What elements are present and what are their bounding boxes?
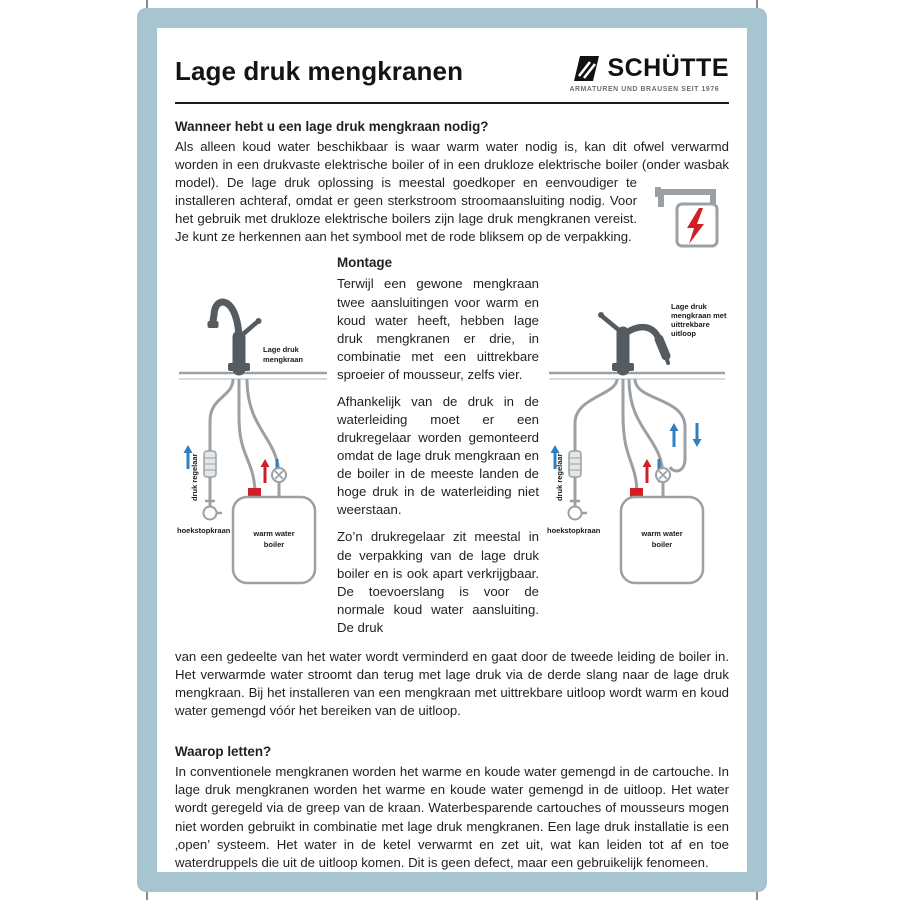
pressure-regulator (204, 451, 216, 477)
brand-logo (569, 52, 729, 93)
montage-paragraph-3: Zo’n drukregelaar zit meestal in de verpakking van de lage druk boiler en is ook apart verkrijgbaar. De toevoerslang is voor de normale koud water aansluiting. De druk (337, 529, 539, 635)
hot-water-up-arrow-icon (261, 459, 270, 483)
waarop-paragraph: In conventionele mengkranen worden het warme en koude water gemengd in de cartouche. In lage druk mengkranen worden het warme en koude water gemengd in de uitloop. Het water wordt geregeld via de greep van de kraan. Waterbesparende cartouches of mousseurs mogen niet worden gebruikt in combinatie met lage druk mengkranen. Een lage druk installatie is een ‚open’ systeem. Het water in de ketel verwarmt en zet uit, wat kan leiden tot af en toe waterdruppels die uit de uitloop komen. Dit is geen defect, maar een gebruikelijk fenomeen. (175, 764, 729, 870)
water-hoses (210, 379, 279, 505)
pressure-regulator (569, 451, 581, 477)
regulator-label: druk regelaar (190, 453, 199, 502)
diagram-low-pressure-faucet (175, 255, 331, 645)
spray-water-down-arrow-icon (693, 423, 702, 447)
intro-paragraph (175, 138, 729, 246)
faucet-label: mengkraan (263, 355, 304, 365)
spray-water-up-arrow-icon (670, 423, 679, 447)
boiler-label: warm water (253, 529, 295, 539)
boiler-label: warm water (641, 529, 683, 539)
intro-text-part2: wasbak model). De lage druk oplossing is meestal goedkoper en eenvoudiger te installeren achteraf, omdat er geen sterkstroom stroomaansluiting nodig. Voor het gebruik met drukloze elektrische boilers zijn lage druk mengkranen vereist. Je kunt ze herkennen aan het symbool met de rode bliksem op de verpakking. (175, 157, 729, 245)
boiler-valve (656, 468, 670, 482)
leaflet-page (157, 28, 747, 872)
montage-column (331, 255, 547, 645)
brand-name: SCHÜTTE (607, 54, 729, 82)
faucet-label: uittrekbare (671, 320, 710, 330)
angle-stop-valve (204, 501, 223, 520)
angle-stop-valve (569, 501, 588, 520)
header (175, 52, 729, 93)
diagram-pullout-faucet (547, 255, 729, 645)
faucet-label: mengkraan met (671, 311, 727, 321)
montage-continuation-paragraph: van een gedeelte van het water wordt verminderd en gaat door de tweede leiding de boiler in. Het verwarmde water stroomt dan terug met lage druk via de derde slang naar de lage druk mengkraan. Bij het installeren van een mengkraan met uittrekbare uitloop wordt warm en koud water gemengd vóór het bereiken van de uitloop. (175, 648, 729, 719)
leaflet-content (157, 28, 747, 872)
boiler-label: boiler (651, 540, 673, 550)
middle-section (175, 255, 729, 645)
schuette-logo-icon (569, 55, 599, 82)
intro-text-part1: Als alleen koud water beschikbaar is waar warm water nodig is, kan dit ofwel verwarmd worden in een drukvaste elektrische boiler of in een drukloze elektrische boiler (onder (175, 139, 729, 173)
water-hoses (575, 379, 685, 505)
stop-valve-label: hoekstopkraan (177, 526, 231, 536)
faucet-drawing (598, 312, 668, 371)
faucet-drawing (208, 302, 262, 371)
hot-water-up-arrow-icon (643, 459, 652, 483)
boiler-valve (272, 468, 286, 482)
regulator-label: druk regelaar (555, 453, 564, 502)
crop-mark-bottom-left (146, 891, 148, 900)
montage-paragraph-1: Terwijl een gewone mengkraan twee aansluitingen voor warm en koud water heeft, hebben lage druk mengkranen er drie, in combinatie met een uittrekbare sproeier of mousseur, zelfs vier. (337, 276, 539, 382)
faucet-label: Lage druk (263, 345, 299, 355)
low-pressure-boiler-symbol-icon (651, 177, 729, 249)
page-title: Lage druk mengkranen (175, 56, 464, 86)
intro-heading: Wanneer hebt u een lage druk mengkraan nodig? (175, 119, 489, 134)
faucet-label: uitloop (671, 329, 696, 339)
stop-valve-label: hoekstopkraan (547, 526, 601, 536)
montage-paragraph-2: Afhankelijk van de druk in de waterleiding moet er een drukregelaar worden gemonteerd omdat de lage druk mengkraan en de boiler in de meeste landen de hoge druk in de waterleiding niet weerstaan. (337, 393, 539, 518)
leaflet-border (137, 8, 767, 892)
hot-connector (630, 488, 643, 497)
faucet-label: Lage druk (671, 302, 707, 312)
hot-connector (248, 488, 261, 497)
brand-tagline: ARMATUREN UND BRAUSEN SEIT 1976 (569, 86, 720, 93)
montage-heading: Montage (337, 255, 393, 271)
crop-mark-bottom-right (756, 891, 758, 900)
boiler-label: boiler (263, 540, 285, 550)
brand-logo-row (569, 54, 729, 83)
waarop-heading: Waarop letten? (175, 744, 272, 760)
header-divider (175, 102, 729, 104)
